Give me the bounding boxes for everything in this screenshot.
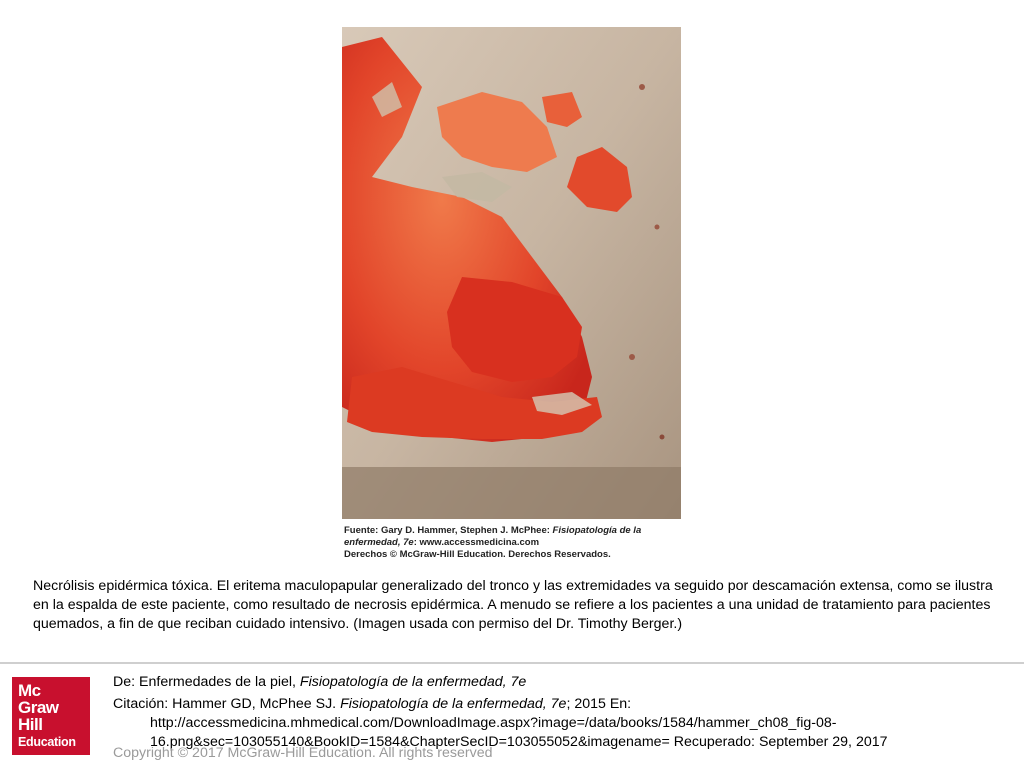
- from-prefix: De: Enfermedades de la piel,: [113, 674, 300, 690]
- source-from: [113, 673, 1013, 692]
- citation-url-line1[interactable]: http://accessmedicina.mhmedical.com/DownloadImage.aspx?image=/data/books/1584/hammer_ch08_fig-08-: [150, 715, 837, 731]
- citation-title: Fisiopatología de la enfermedad, 7e: [340, 696, 567, 712]
- clinical-photo: [342, 27, 681, 519]
- citation-prefix: Citación: Hammer GD, McPhee SJ.: [113, 696, 341, 712]
- logo-line2: Graw: [18, 698, 59, 717]
- figure-credit: [342, 519, 681, 563]
- logo-line3: Hill: [18, 715, 43, 734]
- credit-title-part1: Fisiopatología de la: [552, 525, 642, 536]
- credit-title-part2: enfermedad, 7e: [344, 537, 414, 548]
- skin-lesion-image: [342, 27, 681, 519]
- credit-website: : www.accessmedicina.com: [413, 537, 540, 548]
- source-citation: [113, 695, 1013, 714]
- logo-line1: Mc: [18, 681, 41, 700]
- from-title: Fisiopatología de la enfermedad, 7e: [299, 674, 527, 690]
- credit-rights: Derechos © McGraw-Hill Education. Derechos Reservados.: [344, 549, 611, 560]
- divider: [0, 662, 1024, 664]
- citation-url-line2[interactable]: 16.png&sec=103055140&BookID=1584&ChapterSecID=103055052&imagename= Recuperado: September 29, 2017: [150, 734, 888, 750]
- logo-line4: Education: [18, 735, 76, 749]
- citation-suffix: ; 2015 En:: [566, 696, 632, 712]
- mcgraw-hill-logo: [12, 677, 90, 755]
- credit-prefix: Fuente: Gary D. Hammer, Stephen J. McPhee:: [344, 525, 553, 536]
- source-block: [113, 673, 1013, 752]
- figure-caption: Necrólisis epidérmica tóxica. El eritema maculopapular generalizado del tronco y las extremidades va seguido por descamación extensa, como se ilustra en la espalda de este paciente, como resultado de necrosis epidérmica. A menudo se refiere a los pacientes a una unidad de tratamiento para pacientes quemados, a fin de que reciban cuidado intensivo. (Imagen usada con permiso del Dr. Timothy Berger.): [33, 578, 993, 632]
- copyright-notice: Copyright © 2017 McGraw-Hill Education. All rights reserved: [113, 745, 493, 761]
